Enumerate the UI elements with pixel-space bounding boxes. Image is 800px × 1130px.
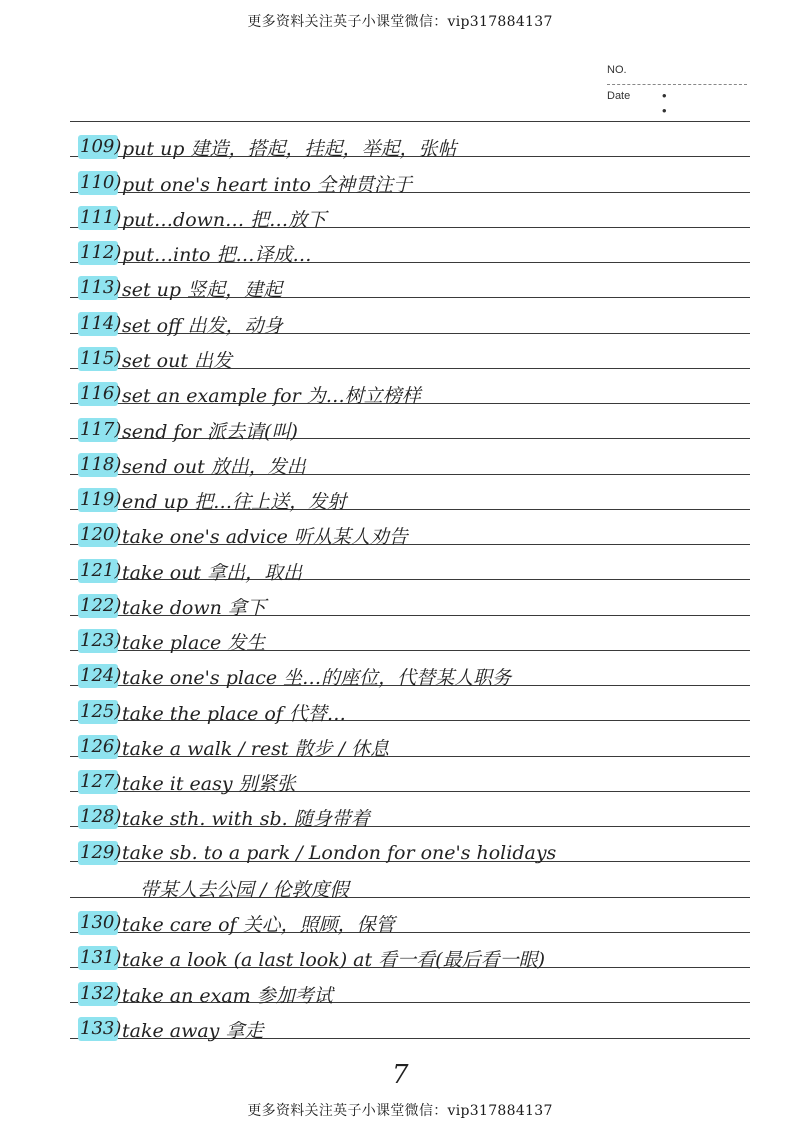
list-item xyxy=(78,733,389,761)
entry-text: take away 拿走 xyxy=(122,1019,264,1042)
entry-number: 116) xyxy=(80,383,122,404)
list-item xyxy=(78,486,346,514)
entry-text: send for 派去请(叫) xyxy=(122,420,298,443)
entry-continuation: 带某人去公园 / 伦敦度假 xyxy=(140,878,349,901)
list-item xyxy=(78,204,326,232)
list-item xyxy=(78,839,556,867)
entry-text: set up 竖起，建起 xyxy=(122,278,283,301)
list-item xyxy=(78,133,457,161)
no-label: NO. xyxy=(607,64,627,76)
entry-text: put…into 把…译成… xyxy=(122,243,312,266)
list-item xyxy=(78,627,265,655)
entry-number: 119) xyxy=(80,489,122,510)
date-dots: • • xyxy=(662,88,693,118)
list-item xyxy=(78,345,232,373)
entry-number: 120) xyxy=(80,524,122,545)
entry-text: take an exam 参加考试 xyxy=(122,984,333,1007)
entry-number: 133) xyxy=(80,1018,122,1039)
entry-number: 129) xyxy=(80,842,122,863)
entry-text: take one's advice 听从某人劝告 xyxy=(122,525,408,548)
entry-text: put…down… 把…放下 xyxy=(122,208,327,231)
list-item xyxy=(78,909,395,937)
entry-text: take down 拿下 xyxy=(122,596,266,619)
entry-number: 115) xyxy=(80,348,122,369)
entry-text: take one's place 坐…的座位，代替某人职务 xyxy=(122,666,512,689)
list-item xyxy=(78,310,283,338)
entry-number: 118) xyxy=(80,454,122,475)
entry-text: take sth. with sb. 随身带着 xyxy=(122,807,370,830)
entry-number: 127) xyxy=(80,771,122,792)
entry-number: 112) xyxy=(80,242,122,263)
entry-number: 130) xyxy=(80,912,122,933)
entry-number: 114) xyxy=(80,313,122,334)
entry-number: 117) xyxy=(80,419,122,440)
entry-text: put one's heart into 全神贯注于 xyxy=(122,173,413,196)
entry-number: 111) xyxy=(80,207,122,228)
entry-text: take out 拿出，取出 xyxy=(122,561,303,584)
list-item xyxy=(78,662,511,690)
entry-number: 132) xyxy=(80,983,122,1004)
list-item xyxy=(78,557,302,585)
footer-watermark: 更多资料关注英子小课堂微信：vip317884137 xyxy=(247,1103,553,1119)
list-item xyxy=(78,416,298,444)
entry-text: set an example for 为…树立榜样 xyxy=(122,384,421,407)
entry-text: put up 建造，搭起，挂起，举起，张帖 xyxy=(122,137,457,160)
entry-text: take it easy 别紧张 xyxy=(122,772,296,795)
list-item xyxy=(78,380,421,408)
list-item xyxy=(78,521,408,549)
entry-number: 109) xyxy=(80,136,122,157)
entry-text: take a look (a last look) at 看一看(最后看一眼) xyxy=(122,948,545,971)
list-item xyxy=(78,592,266,620)
entry-number: 113) xyxy=(80,277,122,298)
entry-text: take a walk / rest 散步 / 休息 xyxy=(122,737,390,760)
entry-number: 122) xyxy=(80,595,122,616)
entry-number: 125) xyxy=(80,701,122,722)
list-item xyxy=(78,1015,263,1043)
page-number: 7 xyxy=(392,1060,409,1090)
entry-number: 110) xyxy=(80,172,122,193)
entry-number: 128) xyxy=(80,806,122,827)
entry-text: take the place of 代替… xyxy=(122,702,346,725)
list-item xyxy=(78,169,412,197)
list-item xyxy=(78,239,311,267)
entry-number: 124) xyxy=(80,665,122,686)
entry-number: 126) xyxy=(80,736,122,757)
list-item xyxy=(78,768,296,796)
entry-text: send out 放出，发出 xyxy=(122,455,306,478)
entry-number: 121) xyxy=(80,560,122,581)
list-item xyxy=(78,698,346,726)
entry-number: 123) xyxy=(80,630,122,651)
list-item xyxy=(78,274,282,302)
entry-text: take sb. to a park / London for one's holidays xyxy=(122,842,557,864)
header-watermark: 更多资料关注英子小课堂微信：vip317884137 xyxy=(247,14,553,30)
list-item xyxy=(78,451,306,479)
date-label: Date xyxy=(607,90,631,102)
list-item xyxy=(78,944,545,972)
list-item xyxy=(78,803,370,831)
entry-text: take care of 关心，照顾，保管 xyxy=(122,913,395,936)
entry-number: 131) xyxy=(80,947,122,968)
entry-text: set off 出发，动身 xyxy=(122,314,283,337)
entry-text: set out 出发 xyxy=(122,349,233,372)
list-item xyxy=(78,980,333,1008)
entry-text: take place 发生 xyxy=(122,631,266,654)
entry-text: end up 把…往上送，发射 xyxy=(122,490,347,513)
